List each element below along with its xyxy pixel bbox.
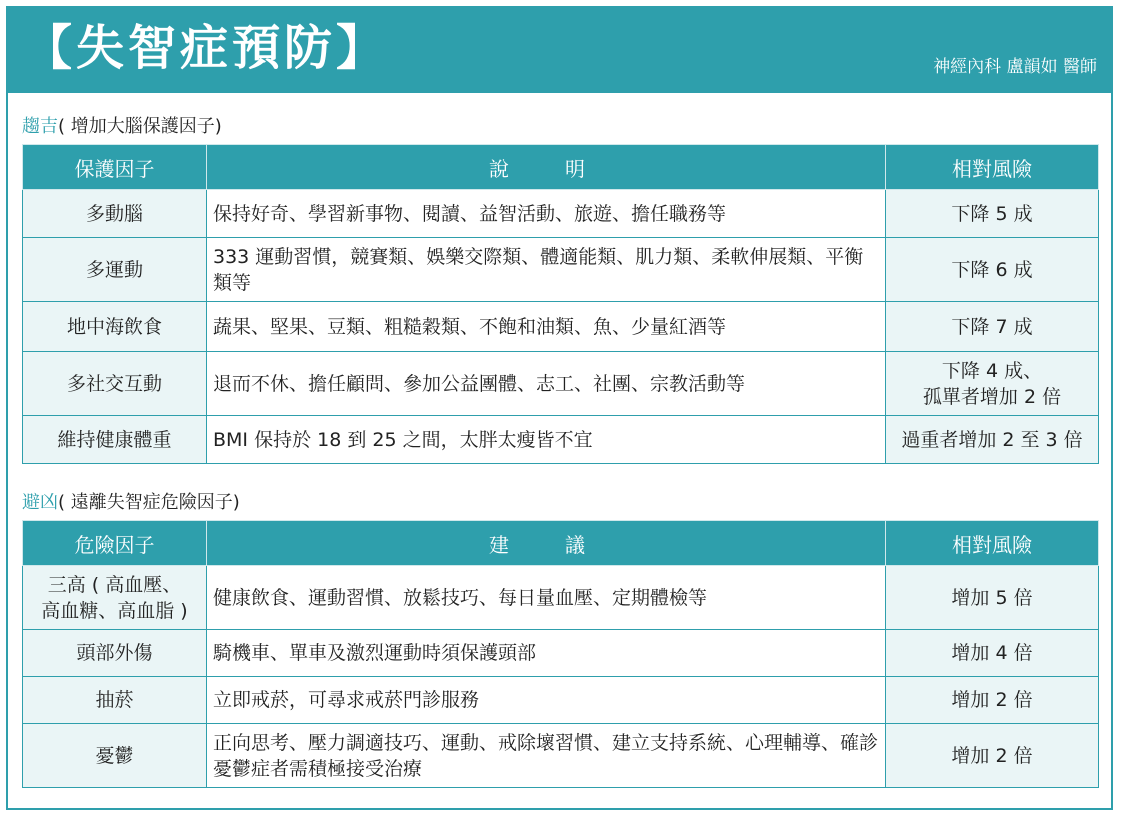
column-header-risk: 相對風險 [886,145,1099,190]
table-row [23,630,1099,677]
risk-cell: 下降 5 成 [886,190,1099,238]
risk-factors-table [22,520,1099,788]
table-row [23,302,1099,352]
section-heading-risk [22,488,240,514]
section-tag: 趨吉 [22,116,58,137]
risk-cell: 增加 2 倍 [886,724,1099,788]
risk-cell: 下降 6 成 [886,238,1099,302]
column-header-factor: 危險因子 [23,521,207,566]
table-row [23,677,1099,724]
table-header-row [23,521,1099,566]
risk-cell: 過重者增加 2 至 3 倍 [886,416,1099,464]
description-cell: 333 運動習慣，競賽類、娛樂交際類、體適能類、肌力類、柔軟伸展類、平衡類等 [207,238,886,302]
column-header-advice: 建 議 [207,521,886,566]
section-tag: 避凶 [22,492,58,513]
risk-cell: 下降 7 成 [886,302,1099,352]
section-subtitle: ( 遠離失智症危險因子) [58,492,240,513]
description-cell: 保持好奇、學習新事物、閱讀、益智活動、旅遊、擔任職務等 [207,190,886,238]
factor-cell: 頭部外傷 [23,630,207,677]
column-header-risk: 相對風險 [886,521,1099,566]
risk-cell: 增加 4 倍 [886,630,1099,677]
factor-cell: 憂鬱 [23,724,207,788]
factor-cell: 三高 ( 高血壓、 高血糖、高血脂 ) [23,566,207,630]
factor-cell: 多動腦 [23,190,207,238]
risk-cell: 增加 2 倍 [886,677,1099,724]
table-row [23,416,1099,464]
risk-cell: 下降 4 成、 孤單者增加 2 倍 [886,352,1099,416]
factor-cell: 多社交互動 [23,352,207,416]
risk-cell: 增加 5 倍 [886,566,1099,630]
title-banner [6,6,1113,93]
factor-cell: 抽菸 [23,677,207,724]
column-header-description: 說 明 [207,145,886,190]
table-row [23,352,1099,416]
advice-cell: 立即戒菸，可尋求戒菸門診服務 [207,677,886,724]
advice-cell: 健康飲食、運動習慣、放鬆技巧、每日量血壓、定期體檢等 [207,566,886,630]
description-cell: 退而不休、擔任顧問、參加公益團體、志工、社團、宗教活動等 [207,352,886,416]
table-row [23,566,1099,630]
protective-factors-table [22,144,1099,464]
author-credit: 神經內科 盧韻如 醫師 [933,57,1097,77]
section-heading-protective [22,112,222,138]
table-row [23,190,1099,238]
column-header-factor: 保護因子 [23,145,207,190]
advice-cell: 騎機車、單車及激烈運動時須保護頭部 [207,630,886,677]
factor-cell: 多運動 [23,238,207,302]
advice-cell: 正向思考、壓力調適技巧、運動、戒除壞習慣、建立支持系統、心理輔導、確診憂鬱症者需積極接受治療 [207,724,886,788]
table-row [23,238,1099,302]
table-row [23,724,1099,788]
description-cell: BMI 保持於 18 到 25 之間，太胖太瘦皆不宜 [207,416,886,464]
description-cell: 蔬果、堅果、豆類、粗糙穀類、不飽和油類、魚、少量紅酒等 [207,302,886,352]
factor-cell: 維持健康體重 [23,416,207,464]
section-subtitle: ( 增加大腦保護因子) [58,116,222,137]
factor-cell: 地中海飲食 [23,302,207,352]
page-title: 【失智症預防】 [24,20,389,76]
table-header-row [23,145,1099,190]
